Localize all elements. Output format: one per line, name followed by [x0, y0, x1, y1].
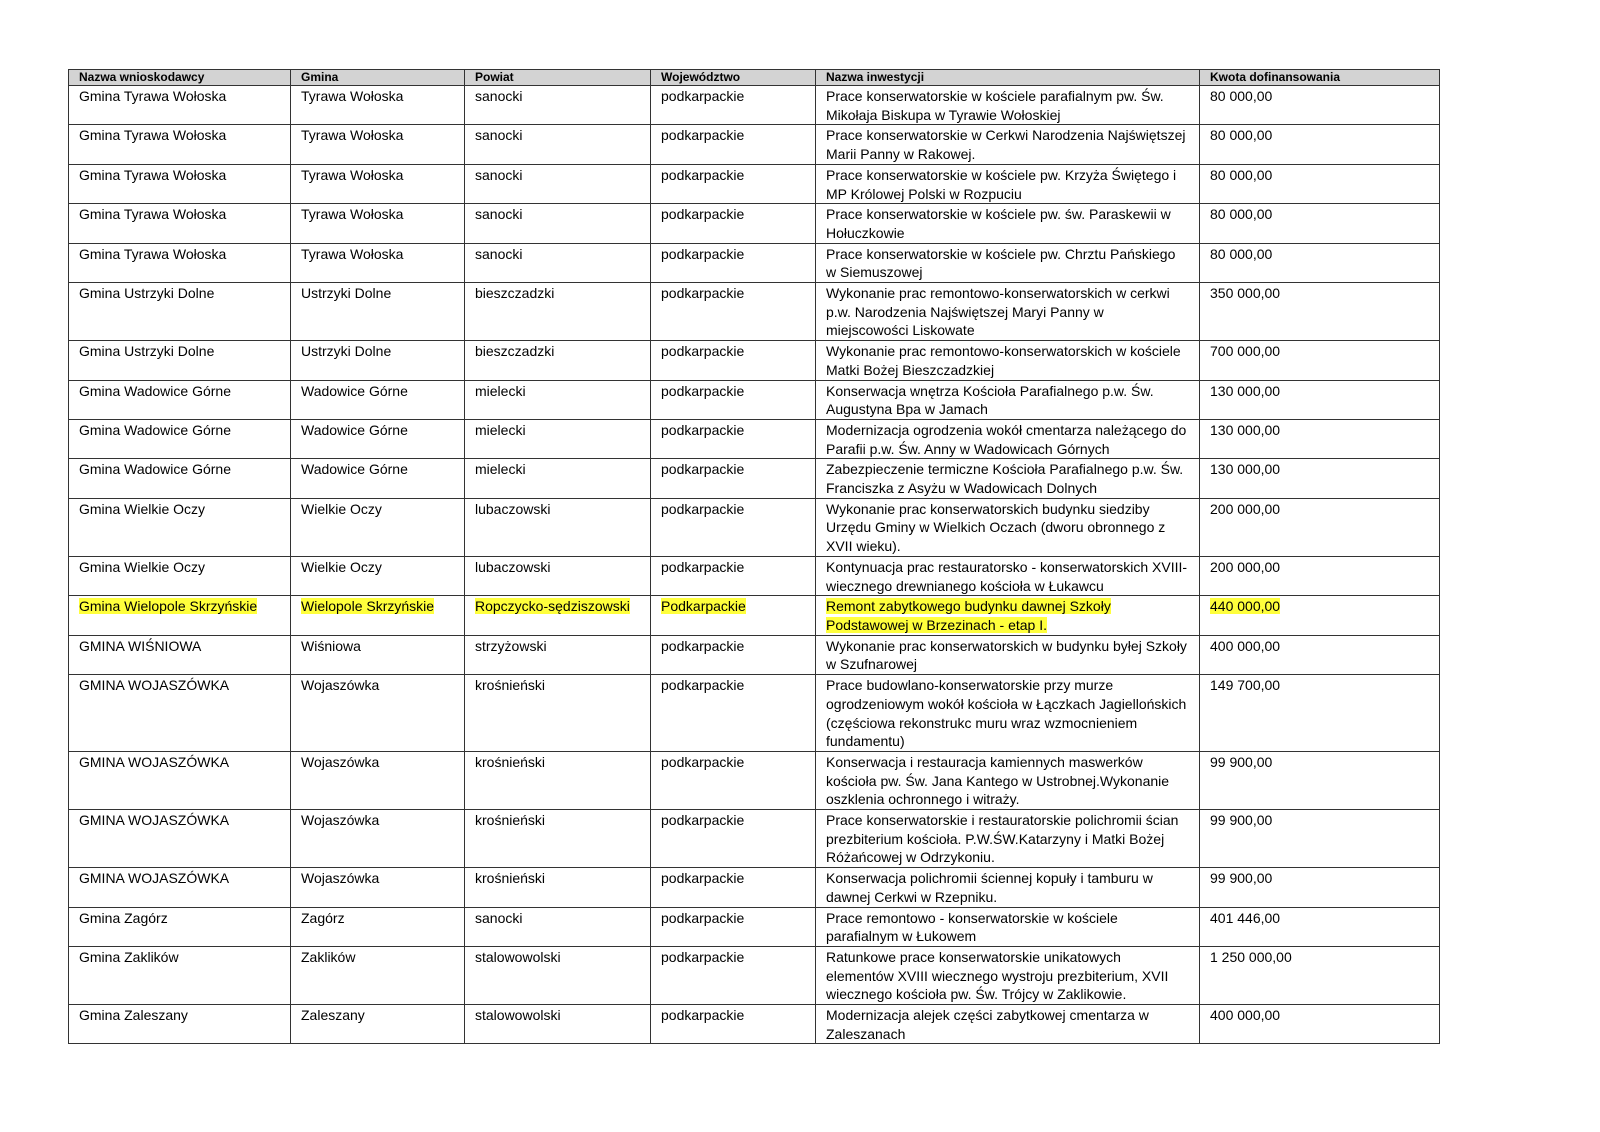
- cell-gmina: [291, 125, 465, 164]
- table-row: [69, 868, 1440, 907]
- cell-gmina-text: Wadowice Górne: [301, 461, 408, 478]
- table-row: [69, 204, 1440, 243]
- cell-gmina: [291, 635, 465, 674]
- cell-gmina: [291, 868, 465, 907]
- cell-powiat-text: krośnieński: [475, 753, 546, 770]
- cell-voivodeship: [651, 675, 816, 752]
- cell-applicant: [69, 164, 291, 203]
- cell-gmina-text: Wiśniowa: [301, 637, 361, 654]
- cell-amount-text: 400 000,00: [1210, 1007, 1281, 1024]
- cell-voivodeship: [651, 907, 816, 946]
- cell-applicant: [69, 341, 291, 380]
- cell-gmina-text: Ustrzyki Dolne: [301, 343, 392, 360]
- cell-investment-text: Modernizacja ogrodzenia wokół cmentarza należącego do Parafii p.w. Św. Anny w Wadowicach Górnych: [826, 421, 1187, 457]
- cell-applicant-text: Gmina Wadowice Górne: [79, 382, 231, 399]
- cell-investment-text: Prace konserwatorskie w kościele pw. św. Paraskewii w Hołuczkowie: [826, 206, 1171, 241]
- table-row: [69, 419, 1440, 458]
- cell-investment: [816, 380, 1200, 419]
- cell-applicant-text: Gmina Ustrzyki Dolne: [79, 285, 215, 302]
- cell-gmina-text: Tyrawa Wołoska: [301, 206, 404, 223]
- cell-voivodeship: [651, 419, 816, 458]
- cell-voivodeship-text: podkarpackie: [661, 127, 745, 144]
- cell-investment-text: Ratunkowe prace konserwatorskie unikatowych elementów XVIII wiecznego wystroju prezbiterium, XVII wiecznego kościoła pw. Św. Trójcy w Zaklikowie.: [826, 948, 1169, 1003]
- cell-gmina-text: Wojaszówka: [301, 870, 380, 887]
- cell-powiat-text: stalowowolski: [475, 948, 561, 965]
- cell-powiat-text: bieszczadzki: [475, 343, 555, 360]
- table-row: [69, 1005, 1440, 1044]
- cell-investment-text: Prace konserwatorskie w kościele pw. Krzyża Świętego i MP Królowej Polski w Rozpuciu: [826, 166, 1177, 202]
- cell-applicant-text: Gmina Zaklików: [79, 948, 179, 965]
- header-applicant: Nazwa wnioskodawcy: [69, 70, 291, 86]
- cell-investment-text: Kontynuacja prac restauratorsko - konserwatorskich XVIII-wiecznego drewnianego kościoła w Łukawcu: [826, 558, 1188, 594]
- header-gmina: Gmina: [291, 70, 465, 86]
- table-row: [69, 596, 1440, 635]
- cell-gmina: [291, 164, 465, 203]
- cell-investment-text: Wykonanie prac konserwatorskich budynku siedziby Urzędu Gminy w Wielkich Oczach (dworu obronnego z XVII wieku).: [826, 500, 1166, 555]
- cell-investment: [816, 635, 1200, 674]
- cell-powiat: [465, 1005, 651, 1044]
- cell-amount-text: 130 000,00: [1210, 421, 1281, 438]
- cell-voivodeship: [651, 243, 816, 282]
- cell-amount-text: 130 000,00: [1210, 382, 1281, 399]
- cell-gmina: [291, 86, 465, 125]
- cell-powiat-text: sanocki: [475, 206, 523, 223]
- cell-amount-text: 149 700,00: [1210, 677, 1281, 694]
- cell-investment: [816, 86, 1200, 125]
- cell-gmina-text: Tyrawa Wołoska: [301, 88, 404, 104]
- cell-investment: [816, 164, 1200, 203]
- cell-amount-text: 130 000,00: [1210, 461, 1281, 478]
- cell-gmina: [291, 380, 465, 419]
- cell-amount: [1200, 459, 1440, 498]
- cell-powiat-text: sanocki: [475, 88, 523, 104]
- cell-powiat-text: sanocki: [475, 909, 523, 926]
- cell-investment: [816, 283, 1200, 341]
- table-header: [69, 70, 1440, 86]
- cell-voivodeship: [651, 204, 816, 243]
- table-row: [69, 635, 1440, 674]
- cell-powiat: [465, 907, 651, 946]
- cell-applicant: [69, 946, 291, 1004]
- cell-amount: [1200, 1005, 1440, 1044]
- cell-applicant: [69, 380, 291, 419]
- cell-amount: [1200, 283, 1440, 341]
- cell-gmina-text: Tyrawa Wołoska: [301, 127, 404, 144]
- cell-investment-text: Prace remontowo - konserwatorskie w kościele parafialnym w Łukowem: [826, 909, 1118, 945]
- cell-investment: [816, 1005, 1200, 1044]
- cell-investment: [816, 675, 1200, 752]
- cell-gmina: [291, 243, 465, 282]
- cell-voivodeship: [651, 946, 816, 1004]
- cell-applicant: [69, 810, 291, 868]
- cell-powiat: [465, 556, 651, 595]
- cell-applicant: [69, 907, 291, 946]
- cell-amount-text: 80 000,00: [1210, 88, 1273, 104]
- cell-amount-text: 80 000,00: [1210, 166, 1273, 183]
- cell-applicant: [69, 751, 291, 809]
- cell-applicant-text: Gmina Wielkie Oczy: [79, 500, 206, 517]
- cell-applicant: [69, 1005, 291, 1044]
- cell-investment-text: Prace konserwatorskie w kościele parafialnym pw. Św. Mikołaja Biskupa w Tyrawie Wołoskiej: [826, 88, 1164, 123]
- cell-powiat-text: sanocki: [475, 245, 523, 262]
- cell-investment: [816, 498, 1200, 556]
- cell-gmina-text: Wojaszówka: [301, 753, 380, 770]
- cell-voivodeship: [651, 498, 816, 556]
- cell-voivodeship-text: podkarpackie: [661, 88, 745, 104]
- cell-applicant-text: Gmina Wielopole Skrzyńskie: [79, 598, 258, 615]
- cell-gmina: [291, 810, 465, 868]
- cell-investment: [816, 946, 1200, 1004]
- table-row: [69, 243, 1440, 282]
- cell-applicant-text: GMINA WIŚNIOWA: [79, 637, 202, 654]
- cell-gmina-text: Wielkie Oczy: [301, 558, 382, 575]
- cell-gmina: [291, 498, 465, 556]
- cell-powiat-text: strzyżowski: [475, 637, 547, 654]
- cell-amount-text: 440 000,00: [1210, 598, 1281, 615]
- cell-gmina-text: Tyrawa Wołoska: [301, 166, 404, 183]
- cell-powiat: [465, 635, 651, 674]
- cell-voivodeship: [651, 459, 816, 498]
- cell-voivodeship-text: podkarpackie: [661, 812, 745, 829]
- cell-investment: [816, 341, 1200, 380]
- cell-voivodeship-text: podkarpackie: [661, 245, 745, 262]
- cell-powiat-text: mielecki: [475, 382, 526, 399]
- cell-investment-text: Wykonanie prac remontowo-konserwatorskich w kościele Matki Bożej Bieszczadzkiej: [826, 343, 1181, 378]
- cell-investment: [816, 556, 1200, 595]
- cell-amount-text: 99 900,00: [1210, 812, 1273, 829]
- cell-voivodeship-text: podkarpackie: [661, 948, 745, 965]
- table-row: [69, 498, 1440, 556]
- cell-powiat: [465, 341, 651, 380]
- cell-gmina-text: Zaleszany: [301, 1007, 365, 1024]
- cell-gmina-text: Wielopole Skrzyńskie: [301, 598, 435, 615]
- cell-applicant: [69, 419, 291, 458]
- cell-voivodeship-text: podkarpackie: [661, 753, 745, 770]
- cell-investment-text: Prace konserwatorskie w Cerkwi Narodzenia Najświętszej Marii Panny w Rakowej.: [826, 127, 1186, 163]
- cell-powiat-text: lubaczowski: [475, 500, 551, 517]
- cell-voivodeship-text: podkarpackie: [661, 909, 745, 926]
- cell-investment: [816, 204, 1200, 243]
- cell-investment-text: Modernizacja alejek części zabytkowej cmentarza w Zaleszanach: [826, 1007, 1149, 1042]
- cell-gmina: [291, 341, 465, 380]
- cell-applicant: [69, 498, 291, 556]
- table-row: [69, 164, 1440, 203]
- cell-powiat-text: sanocki: [475, 166, 523, 183]
- cell-gmina: [291, 751, 465, 809]
- cell-voivodeship: [651, 751, 816, 809]
- cell-powiat: [465, 380, 651, 419]
- cell-gmina: [291, 596, 465, 635]
- cell-amount-text: 200 000,00: [1210, 500, 1281, 517]
- cell-powiat: [465, 868, 651, 907]
- cell-amount: [1200, 498, 1440, 556]
- cell-investment-text: Remont zabytkowego budynku dawnej Szkoły Podstawowej w Brzezinach - etap I.: [826, 598, 1111, 633]
- cell-powiat: [465, 946, 651, 1004]
- cell-voivodeship: [651, 125, 816, 164]
- table-row: [69, 86, 1440, 125]
- cell-powiat: [465, 810, 651, 868]
- cell-gmina: [291, 459, 465, 498]
- cell-investment-text: Prace budowlano-konserwatorskie przy murze ogrodzeniowym wokół kościoła w Łączkach Jagiellońskich (częściowa rekonstrukc muru wraz wzmocnieniem fundamentu): [826, 677, 1187, 750]
- grants-table: [68, 69, 1440, 1044]
- cell-amount: [1200, 751, 1440, 809]
- cell-amount: [1200, 946, 1440, 1004]
- cell-gmina: [291, 675, 465, 752]
- cell-voivodeship-text: podkarpackie: [661, 382, 745, 399]
- cell-investment: [816, 868, 1200, 907]
- cell-powiat-text: krośnieński: [475, 870, 546, 887]
- cell-voivodeship: [651, 164, 816, 203]
- cell-voivodeship: [651, 635, 816, 674]
- cell-gmina-text: Zaklików: [301, 948, 356, 965]
- cell-gmina: [291, 907, 465, 946]
- cell-powiat-text: lubaczowski: [475, 558, 551, 575]
- cell-applicant: [69, 204, 291, 243]
- cell-gmina-text: Wadowice Górne: [301, 382, 408, 399]
- cell-powiat: [465, 459, 651, 498]
- cell-voivodeship-text: podkarpackie: [661, 166, 745, 183]
- cell-applicant-text: Gmina Tyrawa Wołoska: [79, 206, 227, 223]
- cell-amount-text: 99 900,00: [1210, 753, 1273, 770]
- cell-applicant-text: Gmina Wielkie Oczy: [79, 558, 206, 575]
- cell-applicant-text: GMINA WOJASZÓWKA: [79, 677, 230, 694]
- cell-investment-text: Zabezpieczenie termiczne Kościoła Parafialnego p.w. Św. Franciszka z Asyżu w Wadowicach Dolnych: [826, 461, 1184, 497]
- cell-investment-text: Prace konserwatorskie i restauratorskie polichromii ścian prezbiterium kościoła. P.W.ŚW.Katarzyny i Matki Bożej Różańcowej w Odrzykoniu.: [826, 812, 1179, 866]
- table-row: [69, 341, 1440, 380]
- cell-voivodeship-text: podkarpackie: [661, 558, 745, 575]
- cell-amount-text: 350 000,00: [1210, 285, 1281, 302]
- cell-powiat: [465, 596, 651, 635]
- cell-amount: [1200, 341, 1440, 380]
- cell-voivodeship: [651, 283, 816, 341]
- cell-gmina: [291, 556, 465, 595]
- table-row: [69, 946, 1440, 1004]
- cell-applicant: [69, 556, 291, 595]
- cell-voivodeship-text: podkarpackie: [661, 870, 745, 887]
- cell-amount-text: 80 000,00: [1210, 127, 1273, 144]
- cell-amount: [1200, 380, 1440, 419]
- header-powiat: Powiat: [465, 70, 651, 86]
- cell-powiat: [465, 751, 651, 809]
- cell-voivodeship-text: Podkarpackie: [661, 598, 746, 615]
- cell-investment-text: Konserwacja wnętrza Kościoła Parafialnego p.w. Św. Augustyna Bpa w Jamach: [826, 382, 1154, 418]
- header-row: [69, 70, 1440, 86]
- cell-investment: [816, 419, 1200, 458]
- cell-powiat-text: mielecki: [475, 461, 526, 478]
- cell-voivodeship: [651, 810, 816, 868]
- cell-amount-text: 700 000,00: [1210, 343, 1281, 360]
- table-row: [69, 810, 1440, 868]
- cell-gmina-text: Tyrawa Wołoska: [301, 245, 404, 262]
- cell-voivodeship: [651, 868, 816, 907]
- cell-amount-text: 80 000,00: [1210, 245, 1273, 262]
- cell-powiat-text: bieszczadzki: [475, 285, 555, 302]
- cell-voivodeship: [651, 556, 816, 595]
- cell-gmina: [291, 419, 465, 458]
- cell-amount: [1200, 868, 1440, 907]
- cell-voivodeship-text: podkarpackie: [661, 343, 745, 360]
- cell-investment: [816, 810, 1200, 868]
- cell-amount-text: 99 900,00: [1210, 870, 1273, 887]
- cell-investment: [816, 596, 1200, 635]
- table-row: [69, 380, 1440, 419]
- cell-powiat-text: krośnieński: [475, 677, 546, 694]
- cell-voivodeship-text: podkarpackie: [661, 1007, 745, 1024]
- cell-powiat: [465, 498, 651, 556]
- cell-applicant: [69, 283, 291, 341]
- cell-gmina-text: Wojaszówka: [301, 677, 380, 694]
- table-row: [69, 283, 1440, 341]
- cell-amount: [1200, 810, 1440, 868]
- header-voivodeship: Województwo: [651, 70, 816, 86]
- cell-gmina: [291, 1005, 465, 1044]
- cell-applicant: [69, 459, 291, 498]
- cell-investment-text: Konserwacja i restauracja kamiennych maswerków kościoła pw. Św. Jana Kantego w Ustrobnej.Wykonanie oszklenia ochronnego i witraży.: [826, 753, 1170, 808]
- cell-gmina: [291, 283, 465, 341]
- cell-investment-text: Wykonanie prac remontowo-konserwatorskich w cerkwi p.w. Narodzenia Najświętszej Maryi Panny w miejscowości Liskowate: [826, 285, 1170, 339]
- cell-powiat: [465, 243, 651, 282]
- cell-powiat-text: mielecki: [475, 421, 526, 438]
- cell-amount: [1200, 596, 1440, 635]
- cell-amount: [1200, 907, 1440, 946]
- cell-investment: [816, 751, 1200, 809]
- table-body: [69, 86, 1440, 1044]
- cell-gmina-text: Ustrzyki Dolne: [301, 285, 392, 302]
- cell-applicant-text: Gmina Zagórz: [79, 909, 168, 926]
- cell-amount: [1200, 204, 1440, 243]
- cell-investment-text: Prace konserwatorskie w kościele pw. Chrztu Pańskiego w Siemuszowej: [826, 245, 1176, 281]
- table-row: [69, 556, 1440, 595]
- table-row: [69, 907, 1440, 946]
- cell-voivodeship: [651, 596, 816, 635]
- cell-voivodeship: [651, 1005, 816, 1044]
- cell-applicant-text: Gmina Ustrzyki Dolne: [79, 343, 215, 360]
- cell-voivodeship-text: podkarpackie: [661, 677, 745, 694]
- cell-voivodeship: [651, 341, 816, 380]
- cell-amount-text: 1 250 000,00: [1210, 948, 1292, 965]
- cell-gmina-text: Wielkie Oczy: [301, 500, 382, 517]
- cell-amount-text: 80 000,00: [1210, 206, 1273, 223]
- table-row: [69, 459, 1440, 498]
- cell-powiat-text: sanocki: [475, 127, 523, 144]
- cell-investment: [816, 459, 1200, 498]
- cell-powiat-text: stalowowolski: [475, 1007, 561, 1024]
- cell-gmina-text: Zagórz: [301, 909, 345, 926]
- cell-applicant-text: Gmina Tyrawa Wołoska: [79, 245, 227, 262]
- cell-gmina: [291, 946, 465, 1004]
- cell-amount-text: 200 000,00: [1210, 558, 1281, 575]
- cell-powiat: [465, 204, 651, 243]
- cell-investment: [816, 243, 1200, 282]
- cell-amount-text: 401 446,00: [1210, 909, 1281, 926]
- cell-amount: [1200, 125, 1440, 164]
- cell-amount: [1200, 556, 1440, 595]
- cell-voivodeship: [651, 380, 816, 419]
- cell-powiat-text: Ropczycko-sędziszowski: [475, 598, 630, 615]
- cell-powiat: [465, 164, 651, 203]
- cell-applicant-text: GMINA WOJASZÓWKA: [79, 753, 230, 770]
- table-row: [69, 675, 1440, 752]
- cell-applicant-text: Gmina Wadowice Górne: [79, 461, 231, 478]
- table-row: [69, 751, 1440, 809]
- cell-applicant: [69, 86, 291, 125]
- cell-applicant: [69, 243, 291, 282]
- cell-powiat-text: krośnieński: [475, 812, 546, 829]
- cell-applicant-text: Gmina Tyrawa Wołoska: [79, 127, 227, 144]
- cell-investment-text: Wykonanie prac konserwatorskich w budynku byłej Szkoły w Szufnarowej: [826, 637, 1187, 673]
- cell-applicant-text: Gmina Tyrawa Wołoska: [79, 88, 227, 104]
- cell-applicant: [69, 675, 291, 752]
- cell-voivodeship-text: podkarpackie: [661, 461, 745, 478]
- cell-amount: [1200, 243, 1440, 282]
- cell-amount: [1200, 419, 1440, 458]
- cell-applicant-text: Gmina Zaleszany: [79, 1007, 188, 1024]
- cell-applicant: [69, 125, 291, 164]
- cell-voivodeship-text: podkarpackie: [661, 285, 745, 302]
- cell-investment-text: Konserwacja polichromii ściennej kopuły i tamburu w dawnej Cerkwi w Rzepniku.: [826, 870, 1153, 905]
- cell-applicant: [69, 596, 291, 635]
- cell-powiat: [465, 86, 651, 125]
- cell-gmina-text: Wadowice Górne: [301, 421, 408, 438]
- cell-powiat: [465, 283, 651, 341]
- cell-amount: [1200, 635, 1440, 674]
- cell-voivodeship-text: podkarpackie: [661, 637, 745, 654]
- cell-applicant: [69, 635, 291, 674]
- cell-amount: [1200, 86, 1440, 125]
- cell-investment: [816, 907, 1200, 946]
- cell-voivodeship: [651, 86, 816, 125]
- cell-powiat: [465, 125, 651, 164]
- cell-applicant-text: GMINA WOJASZÓWKA: [79, 870, 230, 887]
- header-investment: Nazwa inwestycji: [816, 70, 1200, 86]
- cell-gmina: [291, 204, 465, 243]
- cell-applicant-text: Gmina Tyrawa Wołoska: [79, 166, 227, 183]
- table-row: [69, 125, 1440, 164]
- cell-applicant-text: Gmina Wadowice Górne: [79, 421, 231, 438]
- cell-voivodeship-text: podkarpackie: [661, 421, 745, 438]
- cell-powiat: [465, 419, 651, 458]
- cell-amount: [1200, 164, 1440, 203]
- cell-amount: [1200, 675, 1440, 752]
- cell-gmina-text: Wojaszówka: [301, 812, 380, 829]
- cell-applicant-text: GMINA WOJASZÓWKA: [79, 812, 230, 829]
- cell-applicant: [69, 868, 291, 907]
- cell-voivodeship-text: podkarpackie: [661, 206, 745, 223]
- header-amount: Kwota dofinansowania: [1200, 70, 1440, 86]
- cell-amount-text: 400 000,00: [1210, 637, 1281, 654]
- cell-voivodeship-text: podkarpackie: [661, 500, 745, 517]
- cell-investment: [816, 125, 1200, 164]
- cell-powiat: [465, 675, 651, 752]
